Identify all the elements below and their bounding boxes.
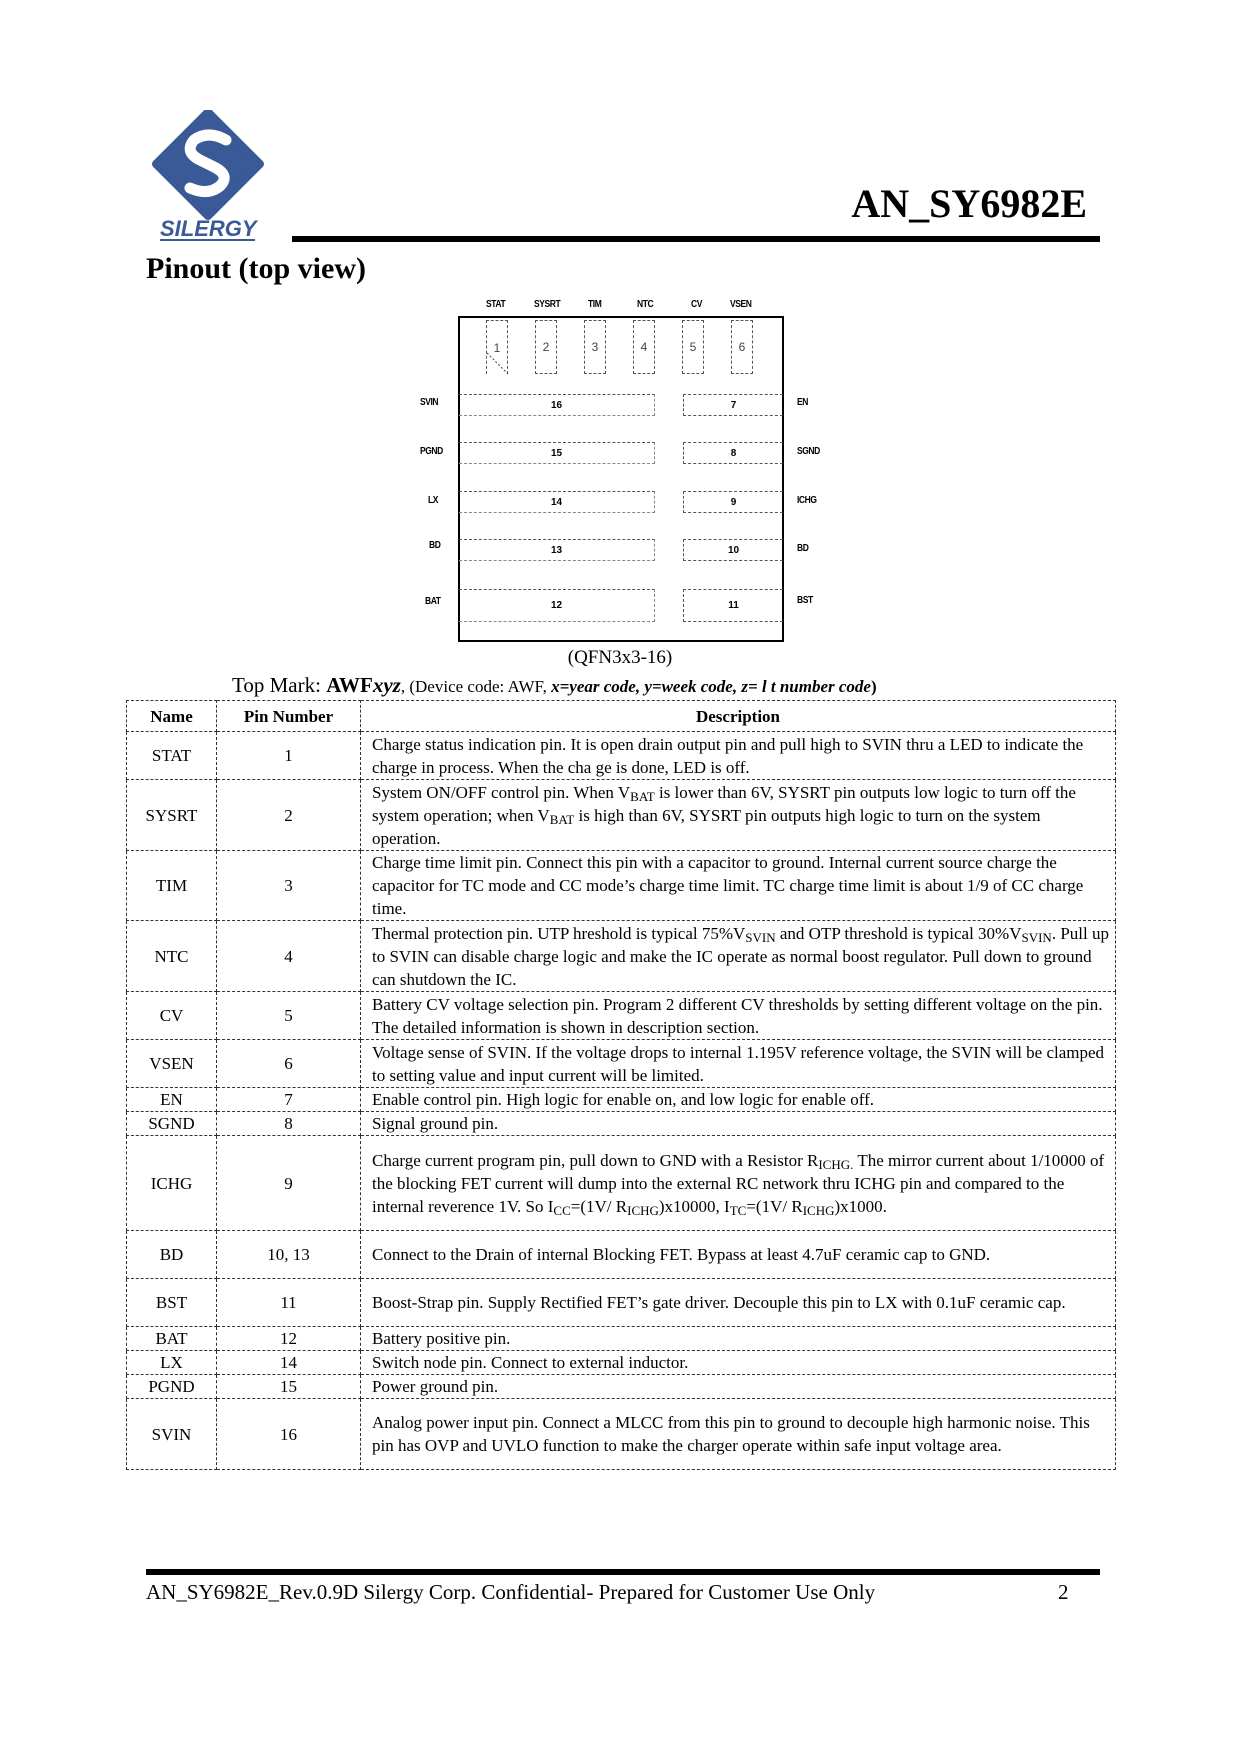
top-mark-line (232, 673, 877, 698)
cell-pin: 14 (217, 1351, 361, 1375)
table-row (127, 1136, 1116, 1231)
top-mark-legend: x=year code, y=week code, z= l t number code (551, 677, 871, 696)
cell-name: PGND (127, 1375, 217, 1399)
pad-14 (459, 491, 655, 513)
pin-label-en: EN (797, 397, 808, 408)
table-row (127, 1327, 1116, 1351)
subscript: ICHG. (818, 1156, 854, 1172)
subscript: SVIN (1021, 929, 1052, 945)
footer-text: AN_SY6982E_Rev.0.9D Silergy Corp. Confidential- Prepared for Customer Use Only (146, 1580, 876, 1604)
table-row (127, 780, 1116, 851)
cell-pin: 16 (217, 1399, 361, 1470)
table-row (127, 1112, 1116, 1136)
pin-label-stat: STAT (486, 299, 506, 310)
pin-label-tim: TIM (588, 299, 602, 310)
top-mark-code: AWF (326, 673, 373, 697)
pin1-bevel-icon (486, 352, 510, 376)
cell-name: ICHG (127, 1136, 217, 1231)
pad-number: 14 (550, 496, 563, 508)
footer-rule (146, 1569, 1100, 1575)
cell-pin: 1 (217, 732, 361, 780)
cell-desc: Analog power input pin. Connect a MLCC from this pin to ground to decouple high harmonic noise. This pin has OVP and UVLO function to make the charger operate within safe input voltage area. (361, 1399, 1116, 1470)
pin-label-svin: SVIN (420, 397, 439, 408)
top-mark-suffix: xyz (372, 673, 401, 697)
pad-2 (535, 320, 557, 374)
text: . Pull up to SVIN can disable charge logic and make the IC operate as normal boost regulator. Pull down to ground can shutdown the IC. (372, 923, 1109, 989)
pad-15 (459, 442, 655, 464)
pin-label-bat: BAT (425, 596, 441, 607)
text: Charge current program pin, pull down to GND with a Resistor R (372, 1150, 819, 1170)
table-row (127, 1279, 1116, 1327)
cell-desc: Charge status indication pin. It is open drain output pin and pull high to SVIN thru a LED to indicate the charge in process. When the cha ge is done, LED is off. (361, 732, 1116, 780)
pad-number: 7 (730, 399, 737, 411)
top-mark-prefix: Top Mark: (232, 673, 327, 697)
pin-label-ntc: NTC (637, 299, 654, 310)
cell-name: LX (127, 1351, 217, 1375)
pad-number: 13 (550, 544, 563, 556)
cell-name: NTC (127, 921, 217, 992)
pad-number: 8 (730, 447, 737, 459)
pin-label-bst: BST (797, 595, 813, 606)
cell-pin: 7 (217, 1088, 361, 1112)
pin-label-bd-left: BD (429, 540, 441, 551)
pin-label-lx: LX (428, 495, 439, 506)
pad-number: 12 (550, 600, 563, 611)
logo-wordmark (160, 216, 257, 242)
cell-desc (361, 1136, 1116, 1231)
cell-pin: 5 (217, 992, 361, 1040)
pad-number: 1 (493, 340, 501, 355)
table-header-row (127, 701, 1116, 732)
logo-underline (160, 239, 255, 241)
subscript: BAT (549, 811, 575, 827)
pad-11 (683, 589, 783, 622)
pin-label-sgnd: SGND (797, 446, 820, 457)
pad-9 (683, 491, 783, 513)
cell-pin: 8 (217, 1112, 361, 1136)
logo-text: SILERGY (160, 216, 257, 241)
pad-6 (731, 320, 753, 374)
pad-10 (683, 539, 783, 561)
pin-label-bd-right: BD (797, 543, 809, 554)
pin-label-cv: CV (691, 299, 702, 310)
text: =(1V/ R (746, 1196, 803, 1216)
pad-4 (633, 320, 655, 374)
cell-pin: 10, 13 (217, 1231, 361, 1279)
text: The mirror current about 1/10000 of the blocking FET current will dump into the external RC network thru ICHG pin and compared to the internal reverence 1V. So I (372, 1150, 1105, 1216)
pin-description-table (126, 700, 1116, 1470)
table-row (127, 1399, 1116, 1470)
document-title: AN_SY6982E (851, 181, 1087, 226)
cell-desc: Signal ground pin. (361, 1112, 1116, 1136)
pad-number: 4 (640, 340, 648, 354)
pad-16 (459, 394, 655, 416)
text: Thermal protection pin. UTP hreshold is typical 75%V (372, 923, 746, 943)
header-name: Name (127, 701, 217, 732)
cell-name: CV (127, 992, 217, 1040)
pad-3 (584, 320, 606, 374)
pad-number: 3 (591, 340, 599, 354)
section-title: Pinout (top view) (146, 252, 366, 285)
cell-name: STAT (127, 732, 217, 780)
cell-desc: Connect to the Drain of internal Blocking FET. Bypass at least 4.7uF ceramic cap to GND. (361, 1231, 1116, 1279)
cell-name: SYSRT (127, 780, 217, 851)
header-description: Description (361, 701, 1116, 732)
cell-pin: 4 (217, 921, 361, 992)
top-mark-close: ) (870, 677, 877, 696)
cell-name: BD (127, 1231, 217, 1279)
cell-name: SGND (127, 1112, 217, 1136)
cell-name: VSEN (127, 1040, 217, 1088)
text: is high than 6V, SYSRT pin outputs high logic to turn on the system operation. (372, 805, 1041, 848)
cell-name: TIM (127, 851, 217, 921)
top-mark-open: , ( (400, 677, 416, 696)
pin-label-ichg: ICHG (797, 495, 817, 506)
table-row (127, 1375, 1116, 1399)
cell-pin: 11 (217, 1279, 361, 1327)
cell-pin: 15 (217, 1375, 361, 1399)
cell-desc: Enable control pin. High logic for enable on, and low logic for enable off. (361, 1088, 1116, 1112)
subscript: TC (729, 1202, 747, 1218)
cell-pin: 12 (217, 1327, 361, 1351)
pad-number: 9 (730, 496, 737, 508)
text: is lower than 6V, SYSRT pin outputs low logic to turn off the system operation; when V (372, 782, 1076, 825)
text: =(1V/ R (570, 1196, 628, 1216)
table-row (127, 992, 1116, 1040)
cell-pin: 6 (217, 1040, 361, 1088)
cell-pin: 3 (217, 851, 361, 921)
header-rule (292, 236, 1100, 242)
top-mark-device: Device code: AWF, (415, 677, 552, 696)
table-row (127, 1088, 1116, 1112)
table-row (127, 1040, 1116, 1088)
cell-desc: Charge time limit pin. Connect this pin with a capacitor to ground. Internal current source charge the capacitor for TC mode and CC mode’s charge time limit. TC charge time limit is about 1/9 of CC charge time. (361, 851, 1116, 921)
table-row (127, 1351, 1116, 1375)
table-row (127, 851, 1116, 921)
cell-pin: 2 (217, 780, 361, 851)
s-diamond-icon (150, 110, 270, 220)
pad-number: 11 (728, 600, 739, 611)
pad-number: 5 (689, 340, 697, 354)
pad-13 (459, 539, 655, 561)
cell-desc: Switch node pin. Connect to external inductor. (361, 1351, 1116, 1375)
pad-number: 2 (542, 340, 550, 354)
pad-number: 16 (550, 399, 563, 411)
pad-number: 10 (727, 544, 740, 556)
pin-label-sysrt: SYSRT (534, 299, 561, 310)
text: )x1000. (834, 1196, 887, 1216)
subscript: ICHG (627, 1202, 659, 1218)
subscript: SVIN (745, 929, 776, 945)
cell-pin: 9 (217, 1136, 361, 1231)
text: and OTP threshold is typical 30%V (775, 923, 1022, 943)
pad-number: 6 (738, 340, 746, 354)
pad-8 (683, 442, 783, 464)
subscript: CC (553, 1202, 571, 1218)
pad-number: 15 (550, 447, 563, 459)
cell-desc (361, 921, 1116, 992)
package-caption: (QFN3x3-16) (567, 647, 673, 668)
cell-name: BAT (127, 1327, 217, 1351)
subscript: ICHG (802, 1202, 835, 1218)
header-pin-number: Pin Number (217, 701, 361, 732)
pad-12 (459, 589, 655, 622)
text: )x10000, I (658, 1196, 730, 1216)
cell-desc: Voltage sense of SVIN. If the voltage drops to internal 1.195V reference voltage, the SVIN will be clamped to setting value and input current will be limited. (361, 1040, 1116, 1088)
cell-desc: Battery positive pin. (361, 1327, 1116, 1351)
pad-7 (683, 394, 783, 416)
pin-label-pgnd: PGND (420, 446, 443, 457)
pin-label-vsen: VSEN (730, 299, 752, 310)
cell-desc: Power ground pin. (361, 1375, 1116, 1399)
table-row (127, 732, 1116, 780)
table-row (127, 1231, 1116, 1279)
cell-desc: Boost-Strap pin. Supply Rectified FET’s gate driver. Decouple this pin to LX with 0.1uF ceramic cap. (361, 1279, 1116, 1327)
cell-name: EN (127, 1088, 217, 1112)
cell-desc (361, 780, 1116, 851)
table-row (127, 921, 1116, 992)
page-number: 2 (1058, 1580, 1069, 1604)
cell-desc: Battery CV voltage selection pin. Program 2 different CV thresholds by setting different voltage on the pin. The detailed information is shown in description section. (361, 992, 1116, 1040)
pad-5 (682, 320, 704, 374)
text: System ON/OFF control pin. When V (372, 782, 631, 802)
cell-name: SVIN (127, 1399, 217, 1470)
subscript: BAT (630, 788, 655, 804)
cell-name: BST (127, 1279, 217, 1327)
